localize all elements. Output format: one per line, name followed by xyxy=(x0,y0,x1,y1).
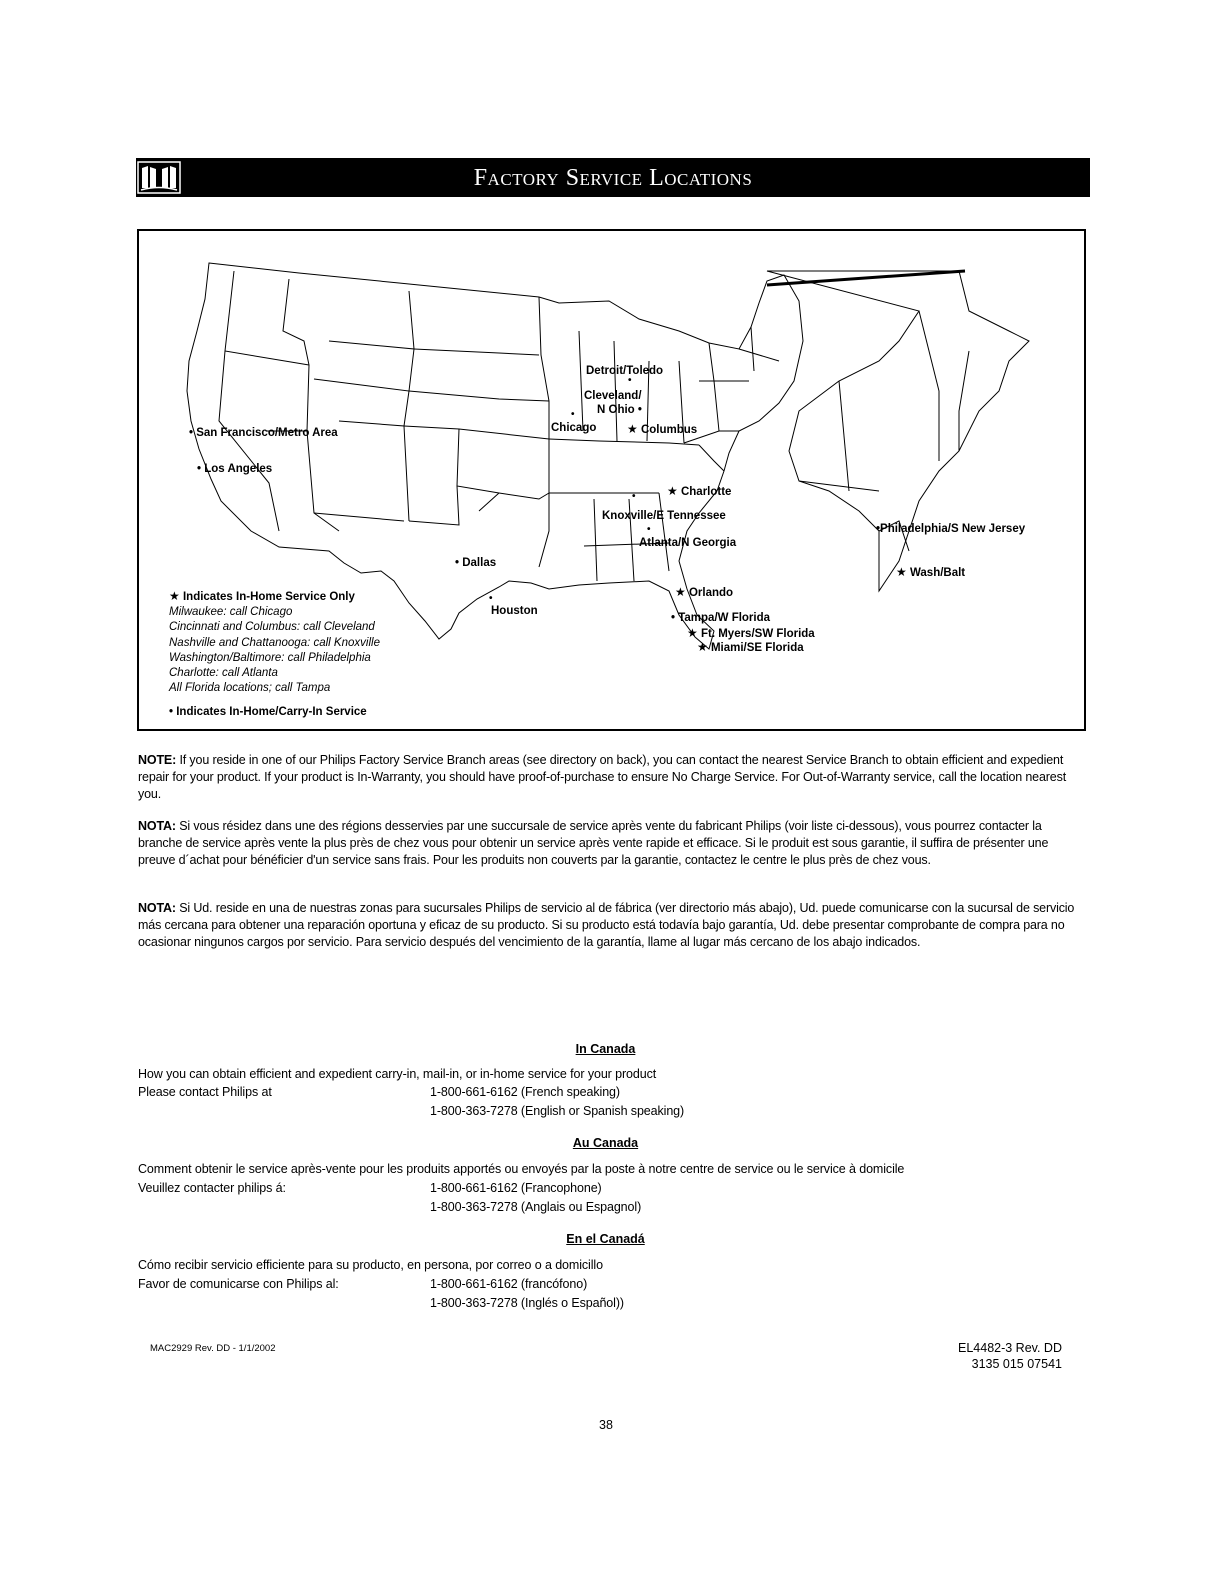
city-columbus: ★ Columbus xyxy=(627,422,698,436)
canada-heading-en: In Canada xyxy=(575,1042,636,1056)
star-icon: ★ xyxy=(627,422,638,436)
legend-line: Nashville and Chattanooga: call Knoxville xyxy=(169,636,380,649)
star-icon: ★ xyxy=(169,589,180,603)
city-tampa: • Tampa/W Florida xyxy=(671,612,771,624)
city-dallas: • Dallas xyxy=(455,557,497,569)
legend-dot-title: • Indicates In-Home/Carry-In Service xyxy=(169,706,367,719)
canada-es-contact: Favor de comunicarse con Philips al: xyxy=(138,1277,339,1291)
footer-left-code: MAC2929 Rev. DD - 1/1/2002 xyxy=(150,1343,276,1354)
city-charlotte: ★ Charlotte xyxy=(667,484,732,498)
note-french: NOTA: Si vous résidez dans une des régions desservies par une succursale de service après vente du fabricant Philips (voir liste ci-dessous), vous pourrez contacter la branche de service après vente la plus près de chez vous pour obtenir un service après vente rapide et efficace. Si le produit est sous garantie, il suffira de présenter une preuve d´achat pour bénéficier d'un service sans frais. Pour les produits non couverts par la garantie, contactez le centre le plus près de chez vous. xyxy=(138,819,1049,867)
canada-es-phone-2: 1-800-363-7278 (Inglés o Español)) xyxy=(430,1296,624,1310)
canada-fr-line: Comment obtenir le service après-vente pour les produits apportés ou envoyés par la poste à notre centre de service ou le service à domicile xyxy=(138,1162,905,1176)
service-locations-map xyxy=(137,229,1086,731)
legend-line: Cincinnati and Columbus: call Cleveland xyxy=(169,621,375,634)
dot-icon: • xyxy=(169,706,174,719)
dot-marker: • xyxy=(647,524,651,535)
legend-line: Washington/Baltimore: call Philadelphia xyxy=(169,651,371,664)
city-chicago: Chicago xyxy=(551,422,597,434)
star-icon: ★ xyxy=(687,626,698,640)
city-ft-myers: ★ Ft. Myers/SW Florida xyxy=(687,626,815,640)
dot-marker: • xyxy=(628,375,632,386)
canada-heading-es: En el Canadá xyxy=(566,1232,645,1246)
city-philadelphia: •Philadelphia/S New Jersey xyxy=(876,523,1026,535)
canada-es-phone-1: 1-800-661-6162 (francófono) xyxy=(430,1277,588,1291)
star-icon: ★ xyxy=(667,484,678,498)
dot-marker: • xyxy=(571,409,575,420)
dot-marker: • xyxy=(489,593,493,604)
legend-star-title: ★ Indicates In-Home Service Only xyxy=(169,589,355,603)
canada-en-contact: Please contact Philips at xyxy=(138,1085,272,1099)
canada-en-line: How you can obtain efficient and expedient carry-in, mail-in, or in-home service for your product xyxy=(138,1067,657,1081)
legend-line: Charlotte: call Atlanta xyxy=(169,667,278,680)
city-detroit: Detroit/Toledo xyxy=(586,365,664,377)
dot-marker: • xyxy=(632,491,636,502)
note-spanish: NOTA: Si Ud. reside en una de nuestras zonas para sucursales Philips de servicio al de fábrica (ver directorio más abajo), Ud. puede comunicarse con la sucursal de servicio más cercana para obtener una reparación oportuna y eficaz de su producto. Si su producto está todavía bajo garantía, Ud. debe presentar comprobante de compra para no ocasionar ningunos cargos por servicio. Para servicio después del vencimiento de la garantía, llame al lugar más cercano de los abajo indicados. xyxy=(138,901,1075,949)
city-san-francisco: • San Francisco/Metro Area xyxy=(189,427,338,439)
canada-en-phone-1: 1-800-661-6162 (French speaking) xyxy=(430,1085,620,1099)
city-north-ohio: N Ohio • xyxy=(597,404,642,416)
legend-line: Milwaukee: call Chicago xyxy=(169,606,293,619)
canada-fr-phone-1: 1-800-661-6162 (Francophone) xyxy=(430,1181,602,1195)
canada-en-phone-2: 1-800-363-7278 (English or Spanish speaking) xyxy=(430,1104,685,1118)
city-knoxville: Knoxville/E Tennessee xyxy=(602,510,726,522)
city-los-angeles: • Los Angeles xyxy=(197,463,273,475)
city-houston: Houston xyxy=(491,605,538,617)
star-icon: ★ xyxy=(675,585,686,599)
footer-right-code-1: EL4482-3 Rev. DD xyxy=(958,1341,1062,1355)
map-legend xyxy=(169,589,380,721)
city-atlanta: Atlanta/N Georgia xyxy=(639,537,737,549)
star-icon: ★ xyxy=(697,640,708,654)
canada-es-line: Cómo recibir servicio efficiente para su producto, en persona, por correo o a domicillo xyxy=(138,1258,603,1272)
city-miami: ★ Miami/SE Florida xyxy=(697,640,804,654)
note-english: NOTE: If you reside in one of our Philips Factory Service Branch areas (see directory on back), you can contact the nearest Service Branch to obtain efficient and expedient repair for your product. If your product is In-Warranty, you should have proof-of-purchase to ensure No Charge Service. For Out-of-Warranty service, call the location nearest you. xyxy=(138,753,1067,801)
legend-line: All Florida locations; call Tampa xyxy=(169,682,331,695)
canada-heading-fr: Au Canada xyxy=(572,1136,639,1150)
star-icon: ★ xyxy=(896,565,907,579)
footer-right-code-2: 3135 015 07541 xyxy=(971,1357,1062,1371)
page-title: Factory Service Locations xyxy=(473,165,753,191)
section-header xyxy=(136,158,1090,197)
city-wash-balt: ★ Wash/Balt xyxy=(896,565,966,579)
page-number: 38 xyxy=(599,1418,613,1432)
city-orlando: ★ Orlando xyxy=(675,585,734,599)
canada-fr-phone-2: 1-800-363-7278 (Anglais ou Espagnol) xyxy=(430,1200,642,1214)
canada-fr-contact: Veuillez contacter philips á: xyxy=(138,1181,286,1195)
city-cleveland: Cleveland/ xyxy=(584,390,642,402)
